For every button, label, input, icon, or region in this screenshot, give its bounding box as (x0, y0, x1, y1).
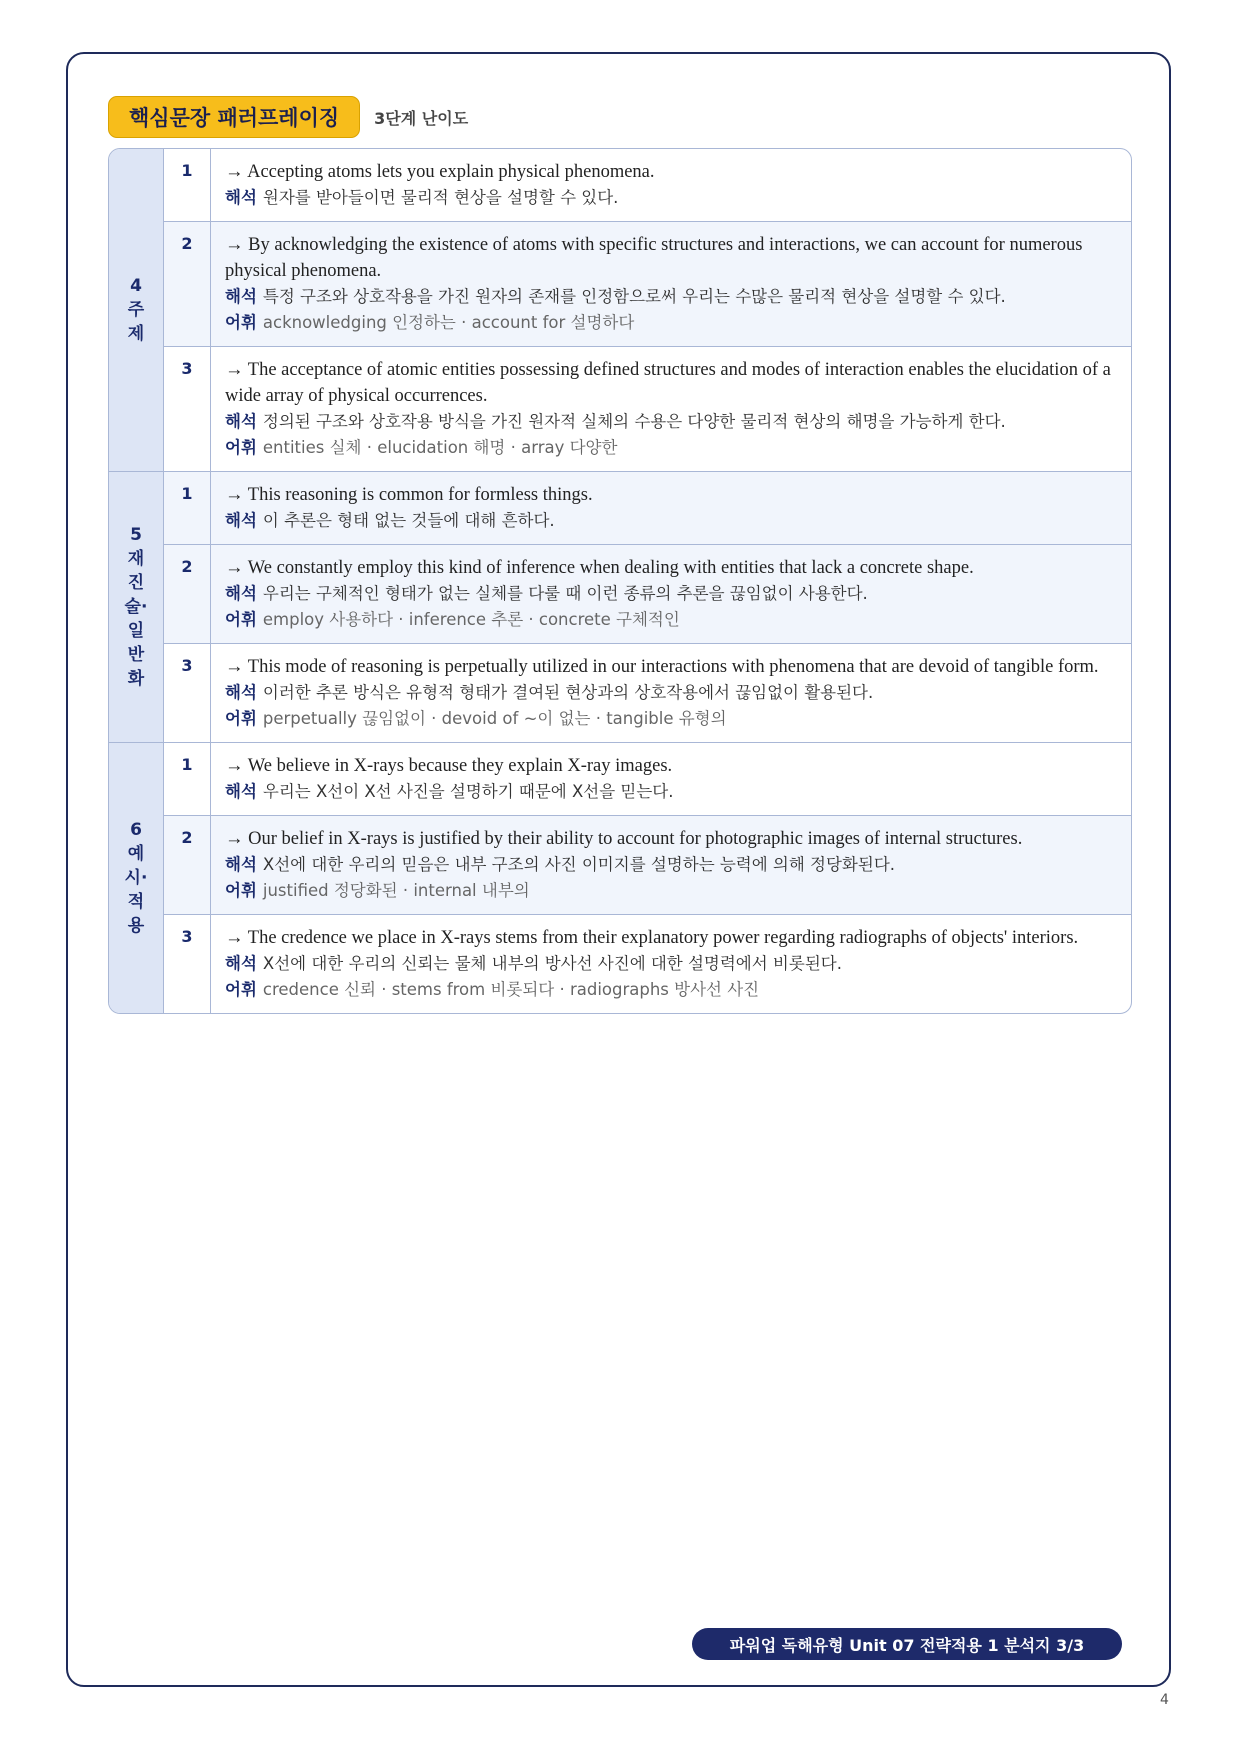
vocab-line (225, 977, 1117, 1003)
row-content (211, 644, 1131, 742)
translation-tag: 해석 (225, 511, 257, 530)
translation-text: 이러한 추론 방식은 유형적 형태가 결여된 현상과의 상호작용에서 끊임없이 활용된다. (262, 683, 874, 702)
vocab-line (225, 706, 1117, 732)
translation-line (225, 852, 1117, 878)
row-number: 3 (164, 915, 211, 1013)
english-sentence: → This reasoning is common for formless things. (225, 485, 593, 505)
translation-tag: 해석 (225, 287, 257, 306)
vocab-text: entities 실체 · elucidation 해명 · array 다양한 (262, 438, 618, 457)
row-number: 2 (164, 545, 211, 643)
english-sentence: → We constantly employ this kind of inference when dealing with entities that lack a concrete shape. (225, 558, 974, 578)
group-label-char: 주 (127, 300, 145, 320)
table-row (164, 149, 1131, 221)
vocab-tag: 어휘 (225, 881, 257, 900)
group-label-char: 반 (127, 645, 145, 665)
translation-text: 우리는 구체적인 형태가 없는 실체를 다룰 때 이런 종류의 추론을 끊임없이 사용한다. (262, 584, 868, 603)
table-row (164, 643, 1131, 742)
section-title-badge: 핵심문장 패러프레이징 (108, 96, 360, 138)
paraphrase-table (108, 148, 1132, 1014)
english-sentence: → Our belief in X-rays is justified by their ability to account for photographic images of internal structures. (225, 829, 1023, 849)
group-label-char: 시· (124, 868, 148, 888)
translation-tag: 해석 (225, 855, 257, 874)
vocab-line (225, 310, 1117, 336)
translation-text: 정의된 구조와 상호작용 방식을 가진 원자적 실체의 수용은 다양한 물리적 현상의 해명을 가능하게 한다. (262, 412, 1006, 431)
vocab-line (225, 435, 1117, 461)
group-label-char: 술· (124, 597, 148, 617)
vocab-text: employ 사용하다 · inference 추론 · concrete 구체적인 (262, 610, 680, 629)
translation-line (225, 581, 1117, 607)
row-content (211, 816, 1131, 914)
translation-text: X선에 대한 우리의 신뢰는 물체 내부의 방사선 사진에 대한 설명력에서 비롯된다. (262, 954, 842, 973)
vocab-text: credence 신뢰 · stems from 비롯되다 · radiographs 방사선 사진 (262, 980, 760, 999)
translation-tag: 해석 (225, 188, 257, 207)
translation-tag: 해석 (225, 412, 257, 431)
english-sentence: → Accepting atoms lets you explain physical phenomena. (225, 162, 655, 182)
translation-line (225, 779, 1117, 805)
english-sentence: → We believe in X-rays because they explain X-ray images. (225, 756, 673, 776)
group-label-char: 4 (130, 276, 142, 296)
footer-badge: 파워업 독해유형 Unit 07 전략적용 1 분석지 3/3 (692, 1628, 1122, 1660)
row-number: 1 (164, 743, 211, 815)
row-number: 1 (164, 472, 211, 544)
row-number: 3 (164, 347, 211, 471)
translation-line (225, 951, 1117, 977)
translation-text: X선에 대한 우리의 믿음은 내부 구조의 사진 이미지를 설명하는 능력에 의해 정당화된다. (262, 855, 895, 874)
translation-tag: 해석 (225, 584, 257, 603)
translation-line (225, 185, 1117, 211)
row-number: 2 (164, 816, 211, 914)
table-row (164, 472, 1131, 544)
table-row (164, 815, 1131, 914)
page-number: 4 (1160, 1692, 1169, 1708)
group-label-char: 6 (130, 820, 142, 840)
translation-line (225, 680, 1117, 706)
group-label-char: 화 (127, 669, 145, 689)
group-label (109, 149, 164, 471)
group-label (109, 743, 164, 1013)
translation-line (225, 284, 1117, 310)
group-label-char: 제 (127, 324, 145, 344)
difficulty-level: 3단계 난이도 (374, 108, 469, 128)
row-number: 2 (164, 222, 211, 346)
group-label-char: 용 (127, 916, 145, 936)
english-sentence: → The credence we place in X-rays stems from their explanatory power regarding radiographs of objects' interiors. (225, 928, 1079, 948)
vocab-tag: 어휘 (225, 313, 257, 332)
translation-line (225, 508, 1117, 534)
section-group (109, 742, 1131, 1013)
row-content (211, 743, 1131, 815)
translation-text: 이 추론은 형태 없는 것들에 대해 흔하다. (262, 511, 555, 530)
english-sentence: → This mode of reasoning is perpetually utilized in our interactions with phenomena that are devoid of tangible form. (225, 657, 1099, 677)
table-row (164, 544, 1131, 643)
row-content (211, 347, 1131, 471)
table-row (164, 914, 1131, 1013)
section-group (109, 471, 1131, 742)
vocab-line (225, 878, 1117, 904)
group-label-char: 일 (127, 621, 145, 641)
translation-tag: 해석 (225, 782, 257, 801)
translation-text: 원자를 받아들이면 물리적 현상을 설명할 수 있다. (262, 188, 619, 207)
group-label-char: 재 (127, 549, 145, 569)
row-content (211, 915, 1131, 1013)
row-content (211, 545, 1131, 643)
table-row (164, 221, 1131, 346)
english-sentence: → The acceptance of atomic entities possessing defined structures and modes of interaction enables the elucidation of a wide array of physical occurrences. (225, 360, 1111, 406)
translation-text: 특정 구조와 상호작용을 가진 원자의 존재를 인정함으로써 우리는 수많은 물리적 현상을 설명할 수 있다. (262, 287, 1006, 306)
row-number: 3 (164, 644, 211, 742)
vocab-tag: 어휘 (225, 709, 257, 728)
vocab-line (225, 607, 1117, 633)
row-content (211, 472, 1131, 544)
vocab-text: perpetually 끊임없이 · devoid of ~이 없는 · tangible 유형의 (262, 709, 727, 728)
group-label-char: 5 (130, 525, 142, 545)
translation-line (225, 409, 1117, 435)
vocab-tag: 어휘 (225, 980, 257, 999)
translation-text: 우리는 X선이 X선 사진을 설명하기 때문에 X선을 믿는다. (262, 782, 674, 801)
vocab-tag: 어휘 (225, 438, 257, 457)
translation-tag: 해석 (225, 954, 257, 973)
table-row (164, 743, 1131, 815)
row-content (211, 149, 1131, 221)
table-row (164, 346, 1131, 471)
section-header (108, 95, 468, 139)
group-label-char: 예 (127, 844, 145, 864)
vocab-tag: 어휘 (225, 610, 257, 629)
row-content (211, 222, 1131, 346)
row-number: 1 (164, 149, 211, 221)
group-label (109, 472, 164, 742)
translation-tag: 해석 (225, 683, 257, 702)
english-sentence: → By acknowledging the existence of atoms with specific structures and interactions, we can account for numerous physical phenomena. (225, 235, 1083, 281)
section-group (109, 149, 1131, 471)
vocab-text: justified 정당화된 · internal 내부의 (262, 881, 530, 900)
vocab-text: acknowledging 인정하는 · account for 설명하다 (262, 313, 635, 332)
group-label-char: 진 (127, 573, 145, 593)
group-label-char: 적 (127, 892, 145, 912)
